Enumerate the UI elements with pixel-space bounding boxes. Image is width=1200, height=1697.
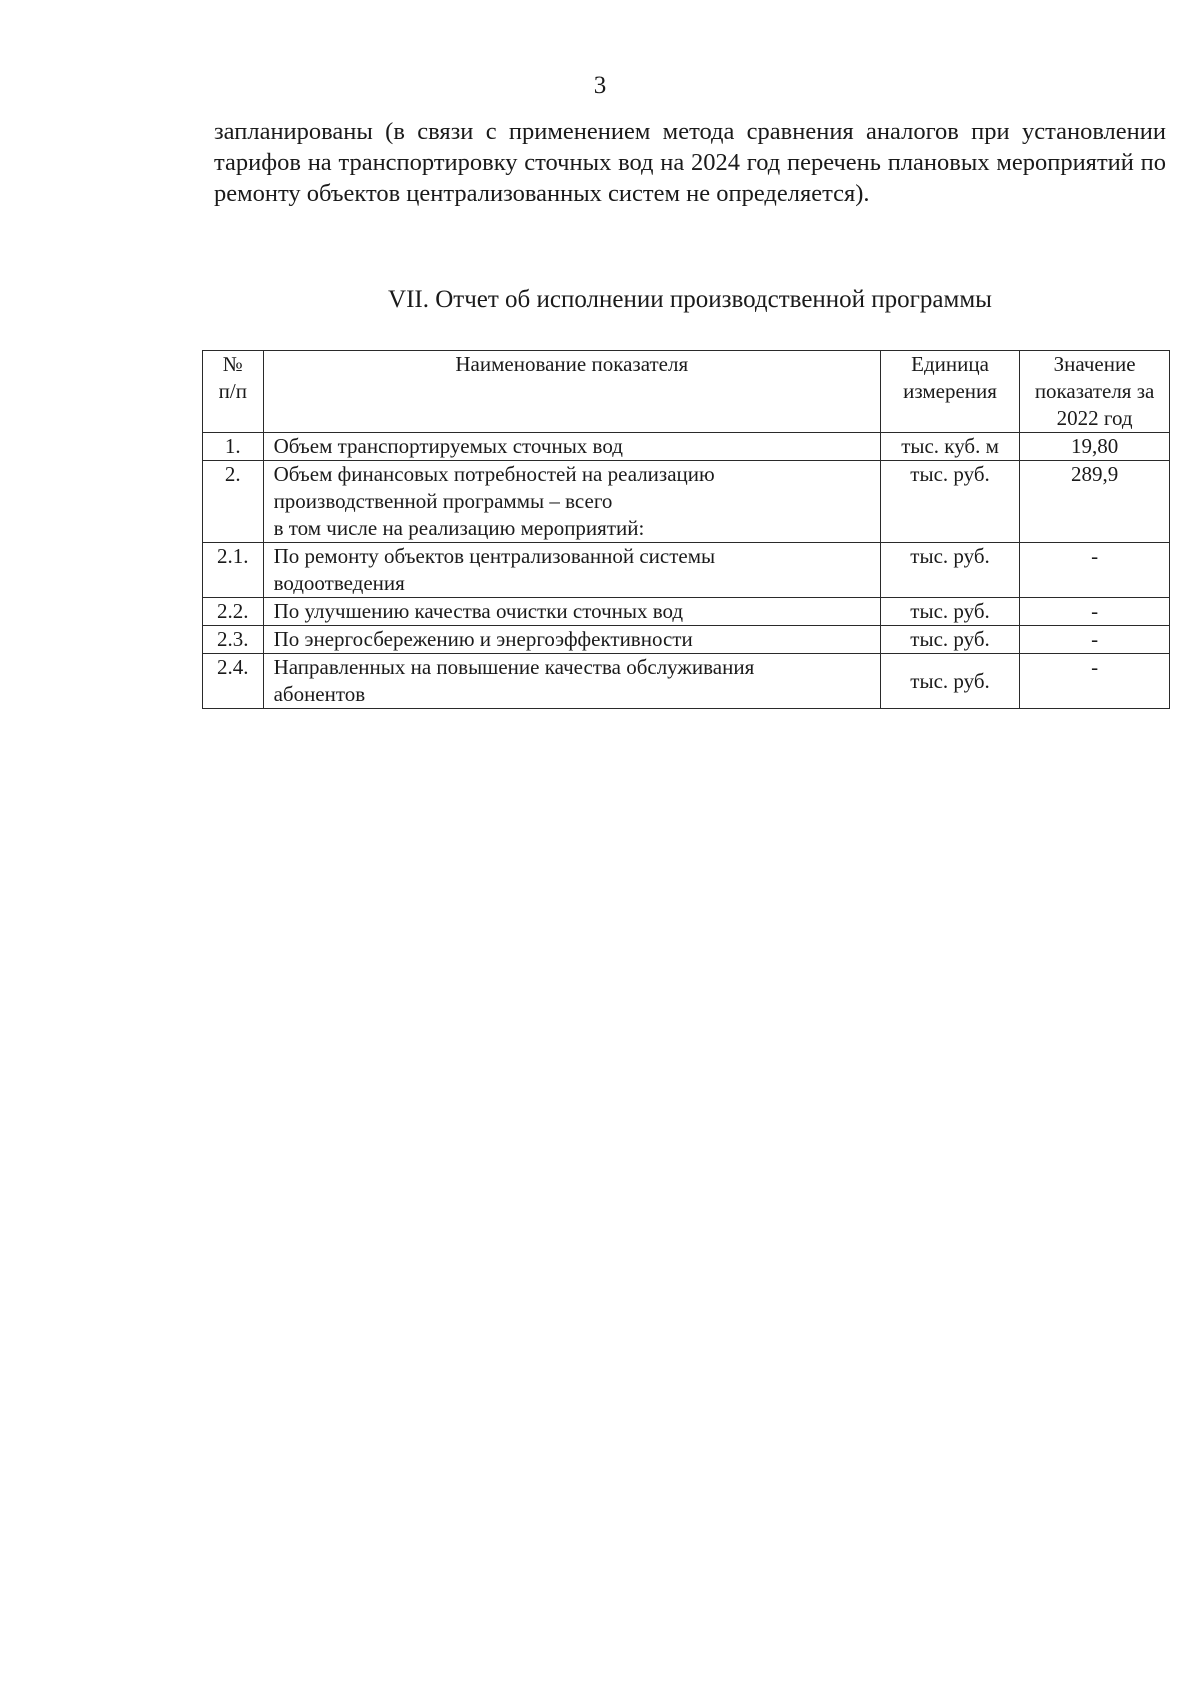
row-num: 1. bbox=[203, 433, 264, 461]
section-heading: VII. Отчет об исполнении производственной программы bbox=[388, 286, 992, 313]
table-row bbox=[203, 654, 1170, 709]
row-num: 2.3. bbox=[203, 626, 264, 654]
header-num bbox=[203, 351, 264, 433]
row-name bbox=[263, 626, 880, 654]
row-unit: тыс. руб. bbox=[880, 598, 1019, 626]
row-name-line: По ремонту объектов централизованной системы bbox=[273, 544, 716, 568]
row-unit: тыс. руб. bbox=[880, 461, 1019, 543]
row-value: - bbox=[1020, 543, 1170, 598]
table-row bbox=[203, 543, 1170, 598]
row-name bbox=[263, 461, 880, 543]
header-value-line: 2022 год bbox=[1056, 406, 1133, 430]
header-num-line: п/п bbox=[218, 379, 247, 403]
header-name: Наименование показателя bbox=[263, 351, 880, 433]
row-unit: тыс. руб. bbox=[880, 654, 1019, 709]
row-name-line: производственной программы – всего bbox=[273, 489, 613, 513]
table-header-row bbox=[203, 351, 1170, 433]
row-name-line: водоотведения bbox=[273, 571, 405, 595]
row-name-line: По улучшению качества очистки сточных вод bbox=[273, 599, 684, 623]
header-unit bbox=[880, 351, 1019, 433]
row-name bbox=[263, 433, 880, 461]
table-row bbox=[203, 433, 1170, 461]
row-name bbox=[263, 598, 880, 626]
row-name-line: По энергосбережению и энергоэффективности bbox=[273, 627, 693, 651]
row-value: 289,9 bbox=[1020, 461, 1170, 543]
row-value: 19,80 bbox=[1020, 433, 1170, 461]
row-unit: тыс. руб. bbox=[880, 626, 1019, 654]
header-value-line: показателя за bbox=[1034, 379, 1155, 403]
row-num: 2.4. bbox=[203, 654, 264, 709]
header-unit-line: Единица bbox=[911, 352, 989, 376]
header-num-line: № bbox=[222, 352, 243, 376]
row-name-line: абонентов bbox=[273, 682, 366, 706]
table-row bbox=[203, 461, 1170, 543]
row-unit: тыс. руб. bbox=[880, 543, 1019, 598]
row-value: - bbox=[1020, 598, 1170, 626]
row-unit: тыс. куб. м bbox=[880, 433, 1019, 461]
row-num: 2. bbox=[203, 461, 264, 543]
row-value: - bbox=[1020, 654, 1170, 709]
table-row bbox=[203, 626, 1170, 654]
row-num: 2.2. bbox=[203, 598, 264, 626]
row-name-line: в том числе на реализацию мероприятий: bbox=[273, 516, 645, 540]
row-name-line: Направленных на повышение качества обслуживания bbox=[273, 655, 755, 679]
row-name bbox=[263, 654, 880, 709]
intro-paragraph: запланированы (в связи с применением метода сравнения аналогов при установлении тарифов на транспортировку сточных вод на 2024 год перечень плановых мероприятий по ремонту объектов централизованных систем не определяется). bbox=[214, 118, 1166, 207]
row-name bbox=[263, 543, 880, 598]
row-num: 2.1. bbox=[203, 543, 264, 598]
production-program-report-table bbox=[202, 350, 1170, 709]
table-row bbox=[203, 598, 1170, 626]
header-value bbox=[1020, 351, 1170, 433]
header-value-line: Значение bbox=[1053, 352, 1136, 376]
row-name-line: Объем финансовых потребностей на реализацию bbox=[273, 462, 715, 486]
header-unit-line: измерения bbox=[903, 379, 997, 403]
row-value: - bbox=[1020, 626, 1170, 654]
page-number: 3 bbox=[593, 72, 607, 99]
row-name-line: Объем транспортируемых сточных вод bbox=[273, 434, 623, 458]
